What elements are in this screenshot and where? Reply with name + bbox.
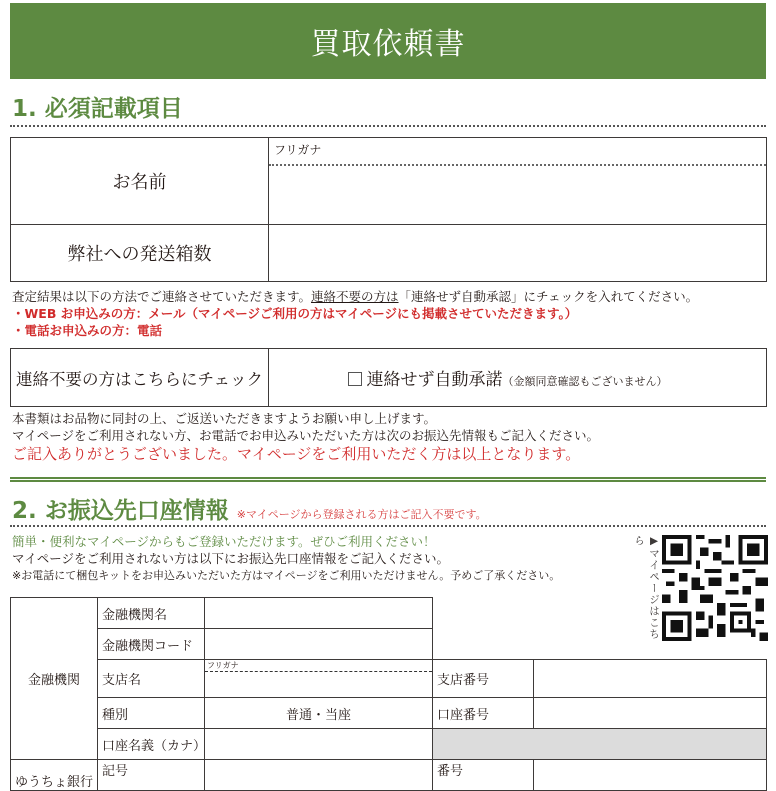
after-note-line2: マイページをご利用されない方、お電話でお申込みいただいた方は次のお振込先情報もご記入ください。 — [12, 428, 600, 443]
section1-divider — [10, 125, 766, 127]
bank-account-table — [10, 597, 767, 791]
account-holder-label: 口座名義（カナ） — [98, 729, 205, 760]
branch-furigana-label: フリガナ — [207, 661, 239, 670]
qr-spacer — [433, 629, 767, 660]
bank-code-field[interactable] — [205, 629, 433, 660]
name-label: お名前 — [11, 138, 269, 225]
section2-divider — [10, 525, 766, 527]
section-separator — [10, 477, 766, 482]
section2-title-note: ※マイページから登録される方はご記入不要です。 — [236, 508, 487, 521]
notice-web-method: ・WEB お申込みの方：メール（マイページご利用の方はマイページにも掲載させていただきます。） — [12, 306, 578, 321]
name-furigana-field[interactable] — [269, 138, 766, 166]
branch-name-label: 支店名 — [98, 660, 205, 698]
intro-phone-note: ※お電話にて梱包キットをお申込みいただいた方はマイページをご利用いただけません。予めご了承ください。 — [12, 569, 561, 582]
bank-code-label: 金融機関コード — [98, 629, 205, 660]
notice-line1 — [12, 288, 698, 305]
intro-mypage-promo: 簡単・便利なマイページからもご登録いただけます。ぜひご利用ください！ — [12, 534, 436, 549]
section2-title-text: 2. お振込先口座情報 — [12, 498, 229, 524]
name-input-area[interactable] — [269, 166, 766, 223]
notice-phone-method: ・電話お申込みの方：電話 — [12, 323, 163, 338]
branch-furigana-field[interactable] — [205, 660, 432, 672]
yucho-group-label: ゆうちょ銀行 — [11, 760, 98, 791]
after-note-line1: 本書類はお品物に同封の上、ご返送いただきますようお願い申し上げます。 — [12, 411, 437, 426]
bank-group-label: 金融機関 — [11, 598, 98, 760]
required-info-table — [10, 137, 767, 282]
section2-intro — [12, 533, 560, 584]
auto-approve-cell[interactable] — [269, 349, 767, 407]
branch-number-field[interactable] — [534, 660, 767, 698]
bank-name-field[interactable] — [205, 598, 433, 629]
yucho-symbol-field[interactable] — [205, 760, 433, 791]
yucho-number-label: 番号 — [433, 760, 534, 791]
name-field[interactable] — [269, 138, 767, 225]
account-holder-gray-area — [433, 729, 767, 760]
account-number-label: 口座番号 — [433, 698, 534, 729]
auto-approve-checkbox[interactable] — [348, 372, 362, 386]
auto-approve-note: （金額同意確認もございません） — [502, 375, 668, 388]
auto-approve-label: 連絡不要の方はこちらにチェック — [11, 349, 269, 407]
contact-method-notice — [12, 288, 698, 339]
document-title: 買取依頼書 — [310, 27, 466, 62]
notice-line1-emphasis: 連絡不要の方は — [311, 289, 399, 304]
box-count-field[interactable] — [269, 225, 767, 282]
qr-caption: ▶マイページはこちら — [633, 535, 660, 640]
section1-title — [12, 90, 183, 123]
after-note-thanks: ご記入ありがとうございました。マイページをご利用いただく方は以上となります。 — [12, 445, 581, 463]
account-holder-field[interactable] — [205, 729, 433, 760]
auto-approve-checkbox-label[interactable]: 連絡せず自動承諾 — [366, 370, 503, 390]
section2-title — [12, 492, 487, 525]
notice-line1-pre: 査定結果は以下の方法でご連絡させていただきます。 — [12, 289, 312, 304]
bank-name-label: 金融機関名 — [98, 598, 205, 629]
qr-spacer — [433, 598, 767, 629]
account-type-label: 種別 — [98, 698, 205, 729]
auto-approve-table — [10, 348, 767, 407]
document-title-band — [10, 3, 766, 79]
after-notes — [12, 410, 599, 465]
account-type-options[interactable]: 普通・当座 — [205, 698, 433, 729]
box-count-label: 弊社への発送箱数 — [11, 225, 269, 282]
yucho-number-field[interactable] — [534, 760, 767, 791]
branch-name-field[interactable] — [205, 660, 433, 698]
account-number-field[interactable] — [534, 698, 767, 729]
section1-title-text: 1. 必須記載項目 — [12, 96, 183, 122]
notice-line1-post: 「連絡せず自動承認」にチェックを入れてください。 — [398, 289, 699, 304]
intro-line2: マイページをご利用されない方は以下にお振込先口座情報をご記入ください。 — [12, 551, 450, 566]
branch-number-label: 支店番号 — [433, 660, 534, 698]
yucho-symbol-label: 記号 — [98, 760, 205, 791]
furigana-label: フリガナ — [274, 143, 322, 157]
